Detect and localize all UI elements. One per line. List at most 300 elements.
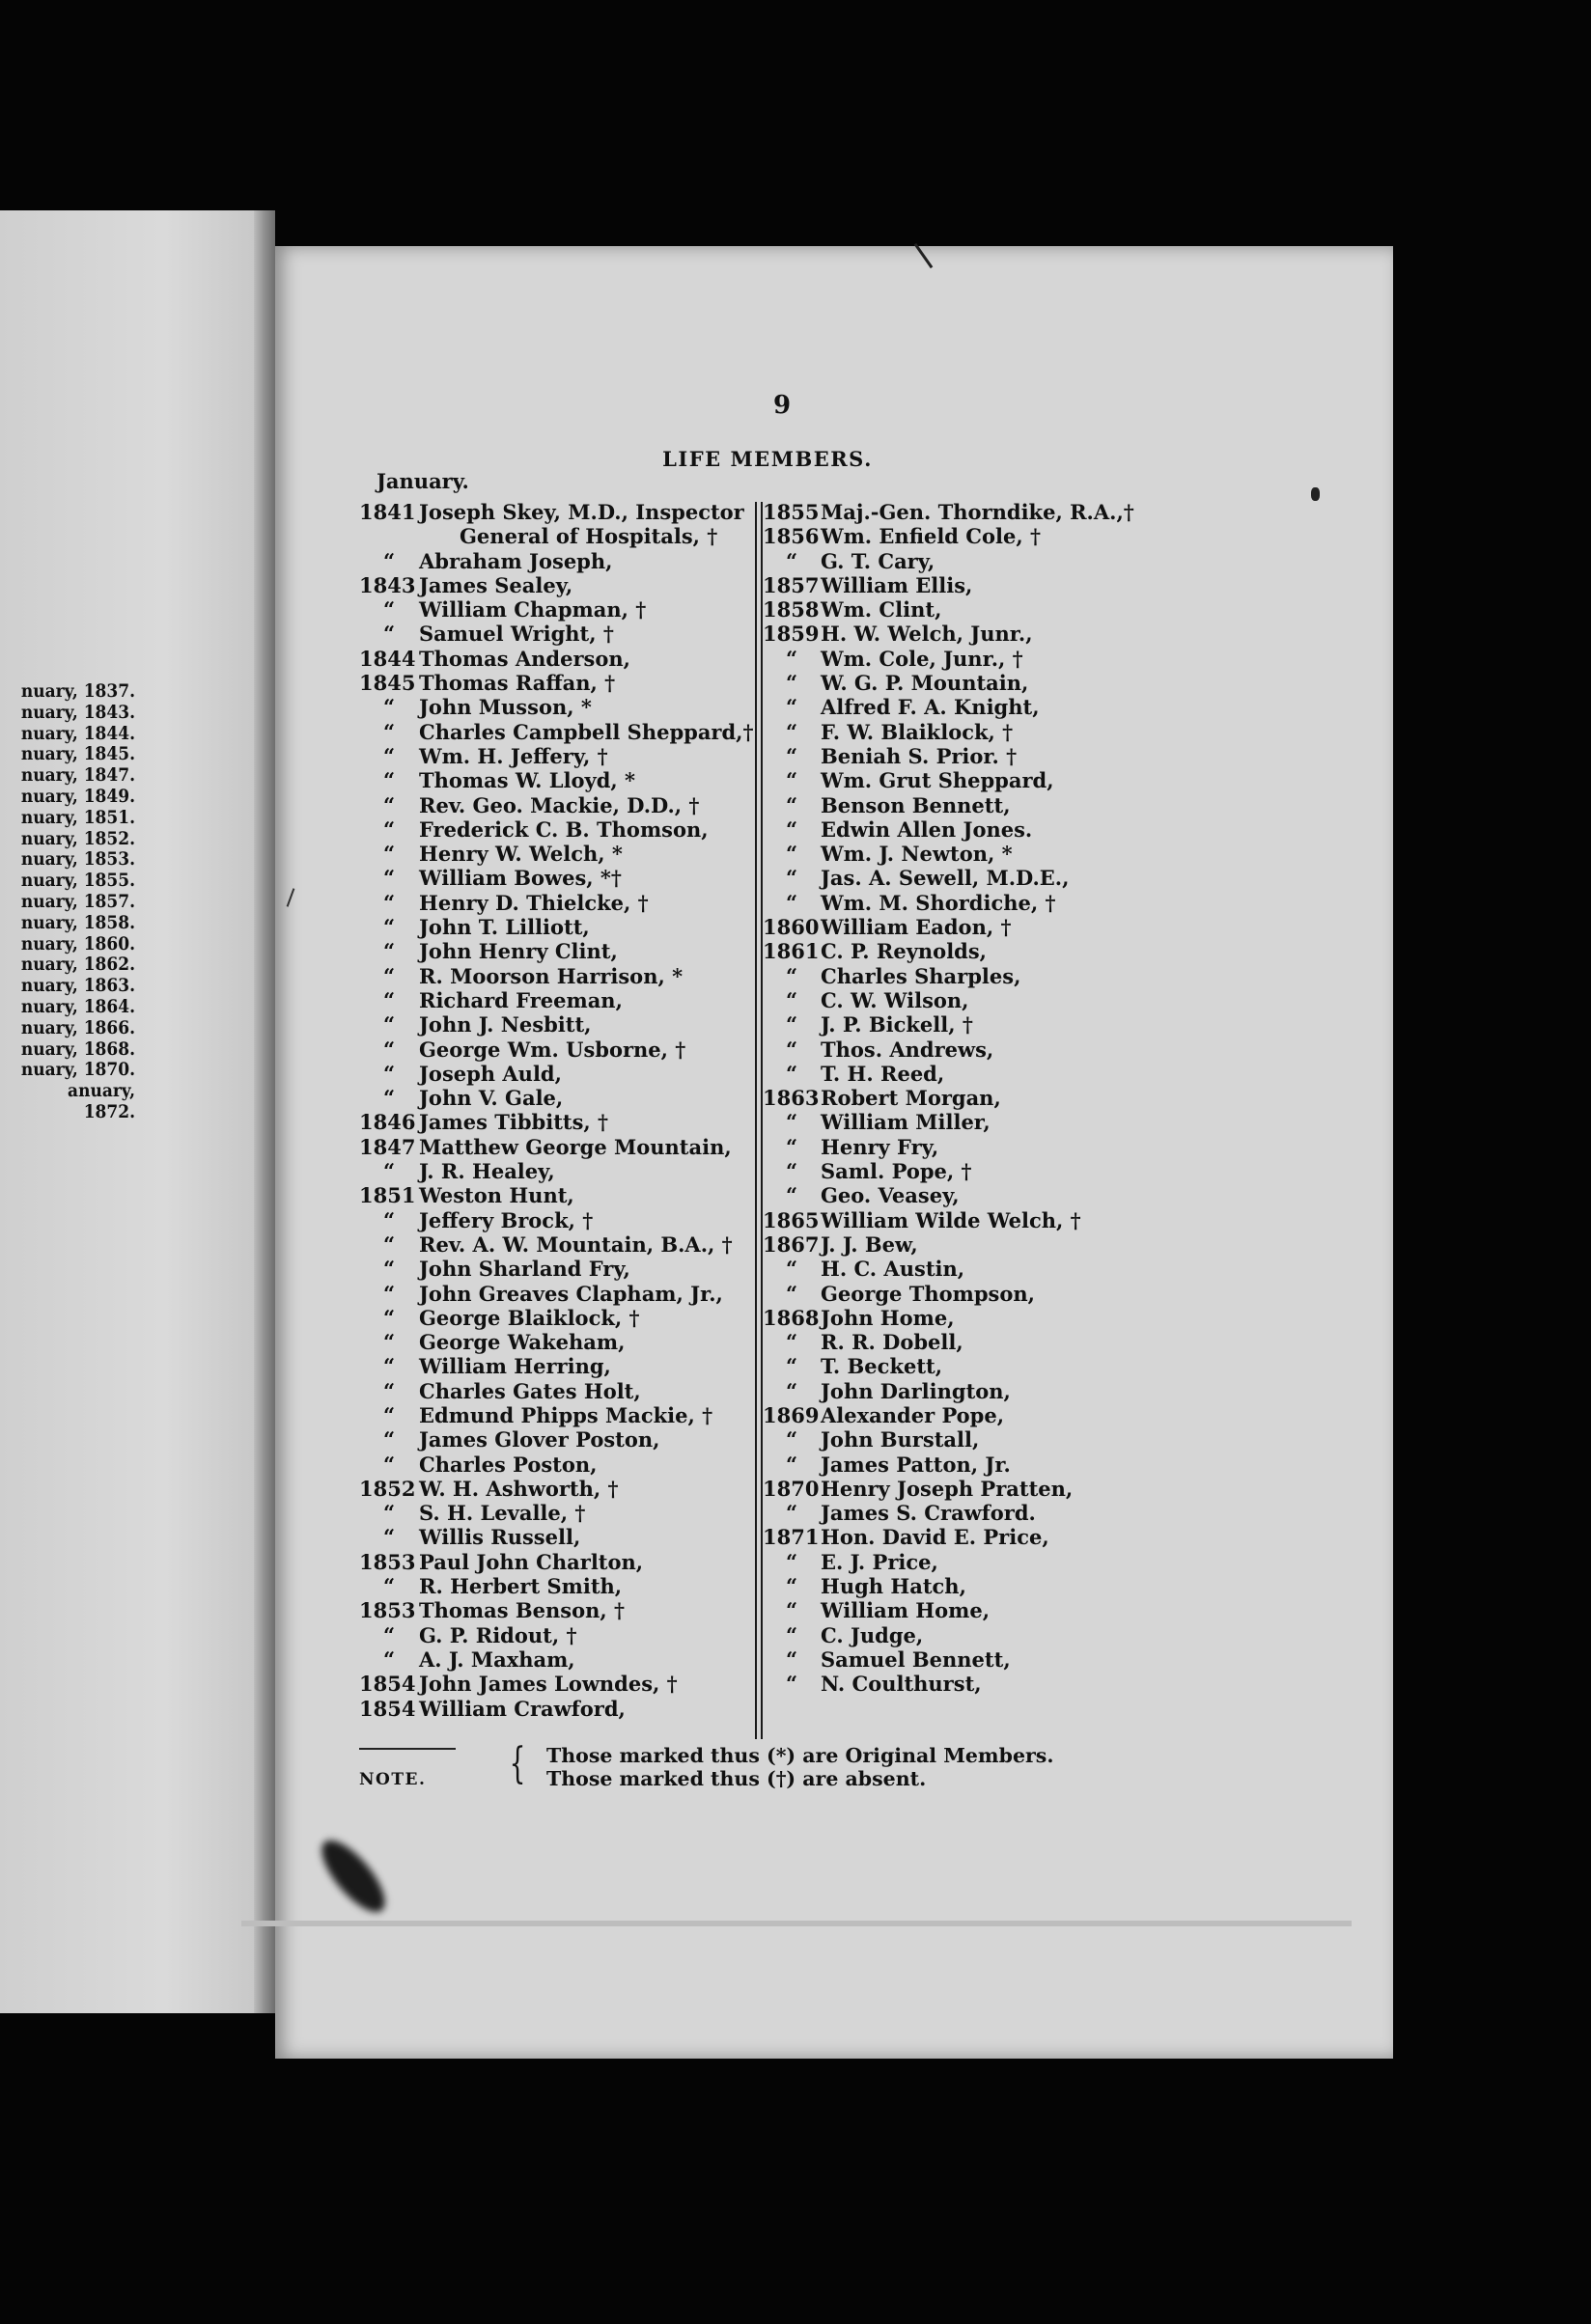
member-name: John Greaves Clapham, Jr., <box>419 1281 723 1306</box>
member-entry <box>359 1525 755 1549</box>
member-name: Abraham Joseph, <box>419 548 613 573</box>
member-name: C. Judge, <box>821 1622 924 1647</box>
member-entry <box>359 1330 755 1354</box>
member-entry <box>359 1403 755 1427</box>
member-name: James Glover Poston, <box>419 1427 660 1452</box>
member-name: Wm. Enfield Cole, † <box>821 524 1041 549</box>
member-entry <box>359 1598 755 1622</box>
member-entry <box>763 1647 1168 1672</box>
previous-page <box>0 210 275 2013</box>
previous-page-date: nuary, 1849. <box>20 786 136 807</box>
member-name: R. Herbert Smith, <box>419 1574 623 1599</box>
member-name: John Sharland Fry, <box>419 1257 630 1282</box>
entry-year: “ <box>785 719 798 744</box>
member-entry <box>359 622 755 646</box>
member-entry <box>359 988 755 1012</box>
member-name: Wm. Grut Sheppard, <box>821 768 1054 793</box>
member-entry <box>763 915 1168 939</box>
member-entry <box>763 720 1168 744</box>
entry-year: “ <box>785 743 798 768</box>
member-name: W. H. Ashworth, † <box>419 1476 619 1501</box>
member-entry <box>763 1038 1168 1062</box>
member-name: Alexander Pope, <box>821 1402 1005 1427</box>
entry-year: “ <box>785 1427 798 1452</box>
entry-year: “ <box>382 866 396 891</box>
member-entry <box>763 1062 1168 1086</box>
member-entry <box>359 1427 755 1452</box>
member-entry <box>359 1501 755 1525</box>
member-name: Samuel Bennett, <box>821 1646 1011 1672</box>
member-name: Thomas Raffan, † <box>419 671 616 696</box>
member-name: C. P. Reynolds, <box>821 939 987 964</box>
entry-year: “ <box>785 1622 798 1647</box>
member-name: John Musson, * <box>419 695 592 720</box>
member-entry <box>359 768 755 792</box>
entry-year: 1871 <box>763 1525 820 1550</box>
member-name: John Burstall, <box>821 1427 980 1452</box>
member-name: T. H. Reed, <box>821 1061 945 1086</box>
member-name: Weston Hunt, <box>419 1183 574 1208</box>
member-entry <box>763 1574 1168 1598</box>
member-entry <box>763 549 1168 573</box>
member-name: John J. Nesbitt, <box>419 1012 592 1038</box>
entry-year: “ <box>382 939 396 964</box>
entry-year: 1867 <box>763 1231 820 1257</box>
member-entry <box>763 597 1168 622</box>
entry-year: “ <box>785 1574 798 1599</box>
member-name: Henry Fry, <box>821 1134 939 1159</box>
member-entry <box>359 524 755 548</box>
entry-year: “ <box>785 1501 798 1526</box>
member-entry <box>763 842 1168 866</box>
member-name: J. J. Bew, <box>821 1231 918 1257</box>
member-entry <box>763 1110 1168 1134</box>
entry-year: “ <box>382 1037 396 1062</box>
member-entry <box>763 622 1168 646</box>
member-entry <box>763 1012 1168 1037</box>
member-name: Alfred F. A. Knight, <box>821 695 1040 720</box>
entry-year: “ <box>382 1354 396 1379</box>
member-entry <box>359 1697 755 1721</box>
entry-year: “ <box>382 1257 396 1282</box>
previous-page-date: nuary, 1864. <box>20 996 136 1017</box>
entry-year: “ <box>785 816 798 842</box>
entry-year: 1870 <box>763 1476 820 1501</box>
entry-year: “ <box>785 548 798 573</box>
member-entry <box>359 817 755 842</box>
member-name: Samuel Wright, † <box>419 622 614 647</box>
member-entry <box>359 842 755 866</box>
entry-year: 1855 <box>763 500 820 524</box>
previous-page-date: nuary, 1866. <box>20 1017 136 1038</box>
member-name: Geo. Veasey, <box>821 1183 960 1208</box>
member-name: R. R. Dobell, <box>821 1330 963 1355</box>
member-entry <box>359 1183 755 1207</box>
member-entry <box>763 1598 1168 1622</box>
previous-page-date: nuary, 1853. <box>20 849 136 871</box>
member-name: James Sealey, <box>419 572 573 597</box>
entry-year: 1844 <box>359 646 416 671</box>
entry-year: 1846 <box>359 1110 416 1135</box>
member-entry <box>359 1232 755 1257</box>
previous-page-date: nuary, 1852. <box>20 828 136 849</box>
entry-year: “ <box>382 1061 396 1086</box>
entry-year: “ <box>785 1549 798 1574</box>
entry-year: 1865 <box>763 1207 820 1232</box>
member-name: General of Hospitals, † <box>460 524 718 549</box>
previous-page-date: nuary, 1843. <box>20 702 136 723</box>
member-entry <box>763 1550 1168 1574</box>
member-name: Charles Campbell Sheppard,† <box>419 719 754 744</box>
member-entry <box>359 1306 755 1330</box>
member-entry <box>763 964 1168 988</box>
page-edge <box>241 1921 1352 1926</box>
member-entry <box>359 1257 755 1281</box>
column-divider <box>755 502 757 1739</box>
member-name: W. G. P. Mountain, <box>821 671 1029 696</box>
entry-year: “ <box>785 1646 798 1672</box>
member-name: Matthew George Mountain, <box>419 1134 732 1159</box>
previous-page-date: nuary, 1855. <box>20 871 136 892</box>
member-entry <box>763 573 1168 597</box>
member-name: William Eadon, † <box>821 915 1012 940</box>
entry-year: “ <box>785 1330 798 1355</box>
member-name: Henry Joseph Pratten, <box>821 1476 1074 1501</box>
entry-year: “ <box>785 1257 798 1282</box>
entry-year: “ <box>785 987 798 1012</box>
member-entry <box>763 1208 1168 1232</box>
member-name: Saml. Pope, † <box>821 1159 972 1184</box>
previous-page-date: nuary, 1868. <box>20 1038 136 1060</box>
entry-year: 1845 <box>359 671 416 696</box>
previous-page-date: nuary, 1845. <box>20 744 136 765</box>
member-entry <box>763 768 1168 792</box>
member-name: Maj.-Gen. Thorndike, R.A.,† <box>821 500 1134 524</box>
previous-page-date: nuary, 1862. <box>20 954 136 976</box>
member-name: J. R. Healey, <box>419 1159 555 1184</box>
member-name: Henry D. Thielcke, † <box>419 890 649 915</box>
entry-year: “ <box>382 915 396 940</box>
member-name: Wm. Cole, Junr., † <box>821 646 1023 671</box>
entry-year: 1851 <box>359 1183 416 1208</box>
member-entry <box>359 1477 755 1501</box>
entry-year: 1859 <box>763 622 820 647</box>
entry-year: 1868 <box>763 1305 820 1330</box>
member-entry <box>359 720 755 744</box>
member-name: Thomas Anderson, <box>419 646 630 671</box>
entry-year: “ <box>785 866 798 891</box>
entry-year: “ <box>785 1281 798 1306</box>
entry-year: “ <box>785 1598 798 1623</box>
member-entry <box>359 1135 755 1159</box>
member-name: Wm. Clint, <box>821 597 942 622</box>
member-name: Thomas Benson, † <box>419 1598 625 1623</box>
member-name: Thomas W. Lloyd, * <box>419 768 636 793</box>
member-entry <box>359 1038 755 1062</box>
entry-year: “ <box>785 1061 798 1086</box>
member-name: George Blaiklock, † <box>419 1305 640 1330</box>
note-line-absent: Those marked thus (†) are absent. <box>546 1767 927 1790</box>
page-gutter <box>254 210 275 2013</box>
member-entry <box>359 671 755 695</box>
member-name: F. W. Blaiklock, † <box>821 719 1014 744</box>
member-name: Beniah S. Prior. † <box>821 743 1018 768</box>
previous-page-date: nuary, 1860. <box>20 933 136 954</box>
entry-year: “ <box>382 622 396 647</box>
member-entry <box>359 695 755 719</box>
entry-year: “ <box>382 792 396 817</box>
entry-year: “ <box>382 1330 396 1355</box>
entry-year: “ <box>382 1501 396 1526</box>
member-name: E. J. Price, <box>821 1549 938 1574</box>
member-entry <box>763 866 1168 890</box>
member-entry <box>763 1623 1168 1647</box>
entry-year: “ <box>785 1037 798 1062</box>
member-entry <box>359 1282 755 1306</box>
entry-year: “ <box>785 1159 798 1184</box>
member-entry <box>359 647 755 671</box>
member-entry <box>359 1623 755 1647</box>
entry-year: “ <box>382 1646 396 1672</box>
member-name: Paul John Charlton, <box>419 1549 644 1574</box>
entry-year: “ <box>785 1012 798 1038</box>
member-entry <box>763 1354 1168 1378</box>
previous-page-date: nuary, 1837. <box>20 681 136 702</box>
member-entry <box>763 1183 1168 1207</box>
member-name: Hugh Hatch, <box>821 1574 966 1599</box>
member-entry <box>763 1501 1168 1525</box>
entry-year: 1858 <box>763 597 820 622</box>
month-heading: January. <box>377 469 469 493</box>
member-entry <box>763 1282 1168 1306</box>
entry-year: 1852 <box>359 1476 416 1501</box>
member-entry <box>763 744 1168 768</box>
entry-year: “ <box>785 1134 798 1159</box>
note-line-original: Those marked thus (*) are Original Members. <box>546 1744 1054 1767</box>
member-name: Jeffery Brock, † <box>419 1207 594 1232</box>
entry-year: “ <box>785 1452 798 1477</box>
entry-year: 1869 <box>763 1402 820 1427</box>
member-entry <box>763 671 1168 695</box>
entry-year: “ <box>382 816 396 842</box>
entry-year: “ <box>785 646 798 671</box>
member-entry <box>763 1086 1168 1110</box>
member-name: G. T. Cary, <box>821 548 935 573</box>
member-entry <box>359 1452 755 1477</box>
member-name: James Tibbitts, † <box>419 1110 609 1135</box>
member-name: Charles Gates Holt, <box>419 1378 641 1403</box>
member-entry <box>359 1062 755 1086</box>
member-entry <box>763 1379 1168 1403</box>
member-entry <box>359 891 755 915</box>
note-label: NOTE. <box>359 1770 427 1789</box>
member-name: John T. Lilliott, <box>419 915 590 940</box>
previous-page-date-list <box>11 681 135 1123</box>
page-title: LIFE MEMBERS. <box>662 447 873 471</box>
entry-year: 1857 <box>763 572 820 597</box>
member-entry <box>763 1159 1168 1183</box>
member-name: Frederick C. B. Thomson, <box>419 816 709 842</box>
member-entry <box>359 1110 755 1134</box>
entry-year: “ <box>382 890 396 915</box>
entry-year: “ <box>785 1672 798 1697</box>
member-name: William Bowes, *† <box>419 866 622 891</box>
member-name: J. P. Bickell, † <box>821 1012 973 1038</box>
member-name: Wm. H. Jeffery, † <box>419 743 608 768</box>
entry-year: “ <box>382 1159 396 1184</box>
member-name: William Home, <box>821 1598 991 1623</box>
entry-year: “ <box>382 1012 396 1038</box>
member-entry <box>359 1379 755 1403</box>
member-name: N. Coulthurst, <box>821 1672 982 1697</box>
previous-page-date: nuary, 1870. <box>20 1060 136 1081</box>
member-entry <box>763 1525 1168 1549</box>
member-name: Richard Freeman, <box>419 987 623 1012</box>
entry-year: 1853 <box>359 1598 416 1623</box>
member-name: Thos. Andrews, <box>821 1037 994 1062</box>
entry-year: 1854 <box>359 1672 416 1697</box>
member-name: Edwin Allen Jones. <box>821 816 1033 842</box>
member-name: William Herring, <box>419 1354 611 1379</box>
member-entry <box>763 1306 1168 1330</box>
member-entry <box>359 500 755 524</box>
entry-year: “ <box>785 768 798 793</box>
entry-year: 1863 <box>763 1086 820 1111</box>
member-entry <box>763 524 1168 548</box>
member-entry <box>359 744 755 768</box>
page-number: 9 <box>772 391 792 420</box>
member-entry <box>763 988 1168 1012</box>
member-entry <box>359 1647 755 1672</box>
member-name: John Home, <box>821 1305 955 1330</box>
previous-page-date: nuary, 1858. <box>20 912 136 933</box>
entry-year: “ <box>785 671 798 696</box>
member-entry <box>359 866 755 890</box>
entry-year: “ <box>382 1402 396 1427</box>
member-name: H. W. Welch, Junr., <box>821 622 1033 647</box>
member-name: William Chapman, † <box>419 597 647 622</box>
member-name: Willis Russell, <box>419 1525 581 1550</box>
entry-year: “ <box>785 1183 798 1208</box>
member-name: R. Moorson Harrison, * <box>419 963 684 988</box>
member-name: Wm. M. Shordiche, † <box>821 890 1056 915</box>
left-member-column <box>359 500 755 1721</box>
member-entry <box>763 695 1168 719</box>
note-lines <box>546 1744 1053 1790</box>
note-brace: { <box>509 1739 526 1788</box>
member-name: H. C. Austin, <box>821 1257 965 1282</box>
member-name: George Wakeham, <box>419 1330 626 1355</box>
member-name: George Thompson, <box>821 1281 1035 1306</box>
entry-year: “ <box>382 963 396 988</box>
member-name: James S. Crawford. <box>821 1501 1036 1526</box>
entry-year: “ <box>785 695 798 720</box>
member-name: Robert Morgan, <box>821 1086 1001 1111</box>
entry-year: “ <box>785 963 798 988</box>
member-entry <box>359 1086 755 1110</box>
member-name: G. P. Ridout, † <box>419 1622 577 1647</box>
entry-year: “ <box>785 842 798 867</box>
entry-year: “ <box>382 1231 396 1257</box>
entry-year: “ <box>382 719 396 744</box>
entry-year: “ <box>382 1574 396 1599</box>
member-name: John V. Gale, <box>419 1086 564 1111</box>
member-entry <box>763 1672 1168 1696</box>
member-name: William Miller, <box>821 1110 991 1135</box>
previous-page-date: nuary, 1857. <box>20 891 136 912</box>
member-entry <box>763 939 1168 963</box>
member-name: Hon. David E. Price, <box>821 1525 1049 1550</box>
member-name: Benson Bennett, <box>821 792 1011 817</box>
member-entry <box>763 1477 1168 1501</box>
member-name: S. H. Levalle, † <box>419 1501 586 1526</box>
entry-year: “ <box>382 1452 396 1477</box>
entry-year: 1847 <box>359 1134 416 1159</box>
entry-year: 1843 <box>359 572 416 597</box>
entry-year: 1861 <box>763 939 820 964</box>
entry-year: 1860 <box>763 915 820 940</box>
member-entry <box>359 939 755 963</box>
entry-year: “ <box>382 768 396 793</box>
entry-year: “ <box>785 1378 798 1403</box>
member-entry <box>763 817 1168 842</box>
member-name: William Crawford, <box>419 1696 626 1721</box>
member-name: Joseph Auld, <box>419 1061 562 1086</box>
member-entry <box>763 500 1168 524</box>
member-name: George Wm. Usborne, † <box>419 1037 686 1062</box>
note-rule <box>359 1748 456 1750</box>
member-entry <box>763 1232 1168 1257</box>
entry-year: “ <box>382 1525 396 1550</box>
entry-year: 1856 <box>763 524 820 549</box>
member-name: John Henry Clint, <box>419 939 618 964</box>
member-entry <box>763 1330 1168 1354</box>
member-entry <box>763 1452 1168 1477</box>
entry-year: “ <box>785 1110 798 1135</box>
entry-year: “ <box>382 695 396 720</box>
member-name: A. J. Maxham, <box>419 1646 575 1672</box>
previous-page-date: nuary, 1863. <box>20 976 136 997</box>
member-entry <box>359 597 755 622</box>
entry-year: “ <box>382 743 396 768</box>
entry-year: “ <box>382 1427 396 1452</box>
member-entry <box>763 1427 1168 1452</box>
member-name: Charles Sharples, <box>821 963 1021 988</box>
member-entry <box>359 1159 755 1183</box>
member-name: Wm. J. Newton, * <box>821 842 1013 867</box>
entry-year: 1854 <box>359 1696 416 1721</box>
member-entry <box>359 1012 755 1037</box>
member-name: John James Lowndes, † <box>419 1672 678 1697</box>
member-entry <box>763 647 1168 671</box>
member-entry <box>359 793 755 817</box>
entry-year: “ <box>382 1207 396 1232</box>
member-entry <box>359 573 755 597</box>
entry-year: “ <box>785 890 798 915</box>
member-name: William Wilde Welch, † <box>821 1207 1081 1232</box>
entry-year: “ <box>382 1281 396 1306</box>
entry-year: 1853 <box>359 1549 416 1574</box>
member-name: Rev. A. W. Mountain, B.A., † <box>419 1231 733 1257</box>
entry-year: “ <box>382 1378 396 1403</box>
entry-year: “ <box>382 597 396 622</box>
entry-year: “ <box>382 1622 396 1647</box>
entry-year: “ <box>785 1354 798 1379</box>
member-entry <box>763 1135 1168 1159</box>
member-name: John Darlington, <box>821 1378 1011 1403</box>
member-entry <box>359 1208 755 1232</box>
member-entry <box>359 1672 755 1696</box>
